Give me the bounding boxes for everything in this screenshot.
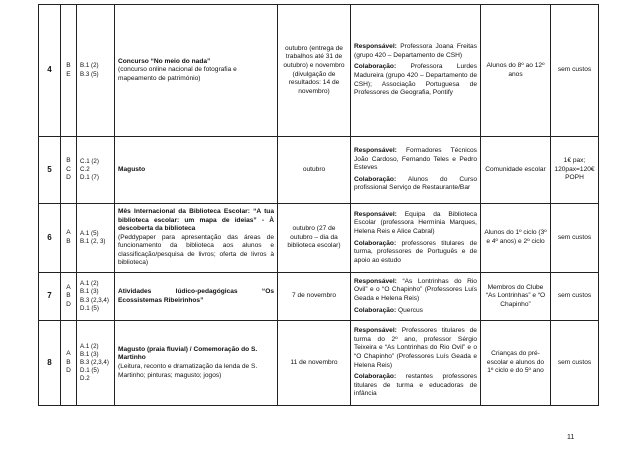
collaboration-label: Colaboração: (354, 306, 397, 314)
responsible-label: Responsável: (354, 43, 397, 51)
goal-code: B.1 (2) (80, 62, 99, 70)
activity-number: 6 (39, 204, 61, 273)
activity-date: 11 de novembro (278, 321, 351, 406)
objective-letters (61, 321, 77, 406)
collaboration-label: Colaboração: (354, 63, 397, 71)
goal-code: D.1 (5) (80, 367, 99, 375)
objective-letter: B (66, 292, 71, 300)
goal-code: A.1 (2) (80, 342, 99, 350)
objective-letter: D (66, 300, 71, 308)
activity-description (115, 321, 278, 406)
activity-table (38, 4, 599, 406)
activity-description (115, 137, 278, 204)
target-audience: Comunidade escolar (481, 137, 551, 204)
objective-letters (61, 204, 77, 273)
objective-letter: A (66, 283, 71, 291)
activity-title: Concurso “No meio do nada” (118, 57, 211, 65)
responsible-cell (351, 137, 481, 204)
goal-codes (77, 273, 115, 321)
activity-number: 7 (39, 273, 61, 321)
activity-plan-page (38, 4, 598, 406)
objective-letter: D (66, 367, 71, 375)
goal-codes (77, 321, 115, 406)
goal-code: D.1 (5) (80, 304, 99, 312)
activity-date: outubro (278, 137, 351, 204)
activity-description (115, 273, 278, 321)
objective-letter: B (66, 157, 71, 165)
objective-letter: C (66, 165, 71, 173)
activity-cost: 1€ pax; 120pax=120€ POPH (551, 137, 599, 204)
activity-title: Atividades lúdico-pedagógicas “Os Ecossistemas Ribeirinhos” (118, 287, 274, 304)
target-audience: Alunos do 8º ao 12º anos (481, 5, 551, 137)
activity-number: 5 (39, 137, 61, 204)
table-row (39, 137, 599, 204)
activity-title: Mês Internacional da Biblioteca Escolar: “A tua biblioteca escolar: um mapa de ideias” - À descoberta da biblioteca (118, 208, 274, 233)
objective-letter: B (66, 238, 71, 245)
collaboration-label: Colaboração: (354, 239, 397, 247)
collaboration-label: Colaboração: (354, 175, 397, 183)
collaboration-text: Professora Lurdes Madureira (grupo 420 – Departamento de CSH); Associação Portuguesa de Professores de Geografia, Pontify (354, 63, 477, 97)
responsible-cell (351, 5, 481, 137)
collaboration-text: professores titulares de turma, professores de Português e de apoio ao estudo (354, 239, 477, 264)
activity-date: 7 de novembro (278, 273, 351, 321)
collaboration-text: Quercus (397, 306, 423, 314)
table-row (39, 273, 599, 321)
responsible-cell (351, 273, 481, 321)
objective-letter: B (66, 358, 71, 366)
responsible-text: Formadores Técnicos João Cardoso, Fernando Teles e Pedro Esteves (354, 147, 477, 172)
objective-letters (61, 273, 77, 321)
goal-code: B.3 (5) (80, 70, 99, 78)
objective-letter: A (66, 350, 71, 358)
activity-cost: sem custos (551, 5, 599, 137)
activity-date: outubro (27 de outubro – dia da biblioteca escolar) (278, 204, 351, 273)
collaboration-text: Alunos do Curso profissional Serviço de Restaurante/Bar (354, 175, 478, 192)
objective-letter: E (66, 70, 71, 78)
responsible-text: Equipa da Biblioteca Escolar (professora Hermínia Marques, Helena Reis e Alice Cabral) (354, 210, 477, 235)
responsible-label: Responsável: (354, 210, 397, 218)
goal-code: B.3 (2,3,4) (80, 296, 109, 304)
responsible-label: Responsável: (354, 277, 397, 285)
target-audience: Crianças do pré-escolar e alunos do 1º ciclo e do 5º ano (481, 321, 551, 406)
objective-letter: D (66, 174, 71, 182)
activity-details: (concurso online nacional de fotografia e mapeamento de património) (118, 66, 237, 82)
goal-code: C.2 (80, 165, 90, 173)
activity-details: (Peddypaper para apresentação das áreas de funcionamento da biblioteca aos alunos e classificação/pesquisa de livros; oferta de livros à biblioteca) (118, 233, 274, 267)
activity-details: (Leitura, reconto e dramatização da lenda de S. Martinho; pinturas; magusto; jogos) (118, 363, 258, 379)
collaboration-text: restantes professores titulares de turma e educadoras de infância (354, 373, 477, 398)
activity-title: Magusto (118, 165, 146, 173)
activity-cost: sem custos (551, 273, 599, 321)
objective-letters (61, 137, 77, 204)
table-row (39, 204, 599, 273)
activity-description (115, 204, 278, 273)
target-audience: Membros do Clube “As Lontrinhas” e “O Chapinho” (481, 273, 551, 321)
collaboration-label: Colaboração: (354, 373, 397, 381)
goal-code: B.1 (3) (80, 350, 99, 358)
goal-codes (77, 137, 115, 204)
responsible-text: Professora Joana Freitas (grupo 420 – Departamento de CSH) (354, 43, 477, 59)
objective-letter: B (66, 61, 71, 69)
responsible-text: “As Lontrinhas do Rio Ovil” e o “O Chapinho” (Professores Luís Geada e Helena Reis) (354, 277, 477, 302)
table-row (39, 321, 599, 406)
objective-letters (61, 5, 77, 137)
goal-code: D.2 (80, 375, 90, 383)
activity-cost: sem custos (551, 204, 599, 273)
goal-code: B.1 (3) (80, 288, 99, 296)
goal-codes (77, 5, 115, 137)
activity-title: Magusto (praia fluvial) / Comemoração do S. Martinho (118, 345, 258, 362)
goal-code: A.1 (2) (80, 280, 99, 288)
page-number: 11 (567, 434, 575, 441)
responsible-text: Professores titulares de turma do 2º ano, professor Sérgio Teixeira e “As Lontrinhas do Rio Ovil” e o “O Chapinho” (Professores Luís Geada e Helena Reis) (354, 327, 477, 369)
responsible-label: Responsável: (354, 147, 397, 155)
goal-codes (77, 204, 115, 273)
activity-cost: sem custos (551, 321, 599, 406)
objective-letter: A (66, 229, 71, 237)
activity-date: outubro (entrega de trabalhos até 31 de outubro) e novembro (divulgação de resultados: 14 de novembro) (278, 5, 351, 137)
table-row (39, 5, 599, 137)
responsible-cell (351, 204, 481, 273)
goal-code: C.1 (2) (80, 157, 99, 165)
target-audience: Alunos do 1º ciclo (3º e 4º anos) e 2º ciclo (481, 204, 551, 273)
goal-code: D.1 (7) (80, 174, 99, 182)
goal-code: A.1 (5) (80, 229, 99, 237)
responsible-label: Responsável: (354, 327, 397, 335)
goal-code: B.1 (2, 3) (80, 238, 106, 245)
goal-code: B.3 (2,3,4) (80, 358, 109, 366)
activity-number: 4 (39, 5, 61, 137)
responsible-cell (351, 321, 481, 406)
activity-number: 8 (39, 321, 61, 406)
activity-description (115, 5, 278, 137)
